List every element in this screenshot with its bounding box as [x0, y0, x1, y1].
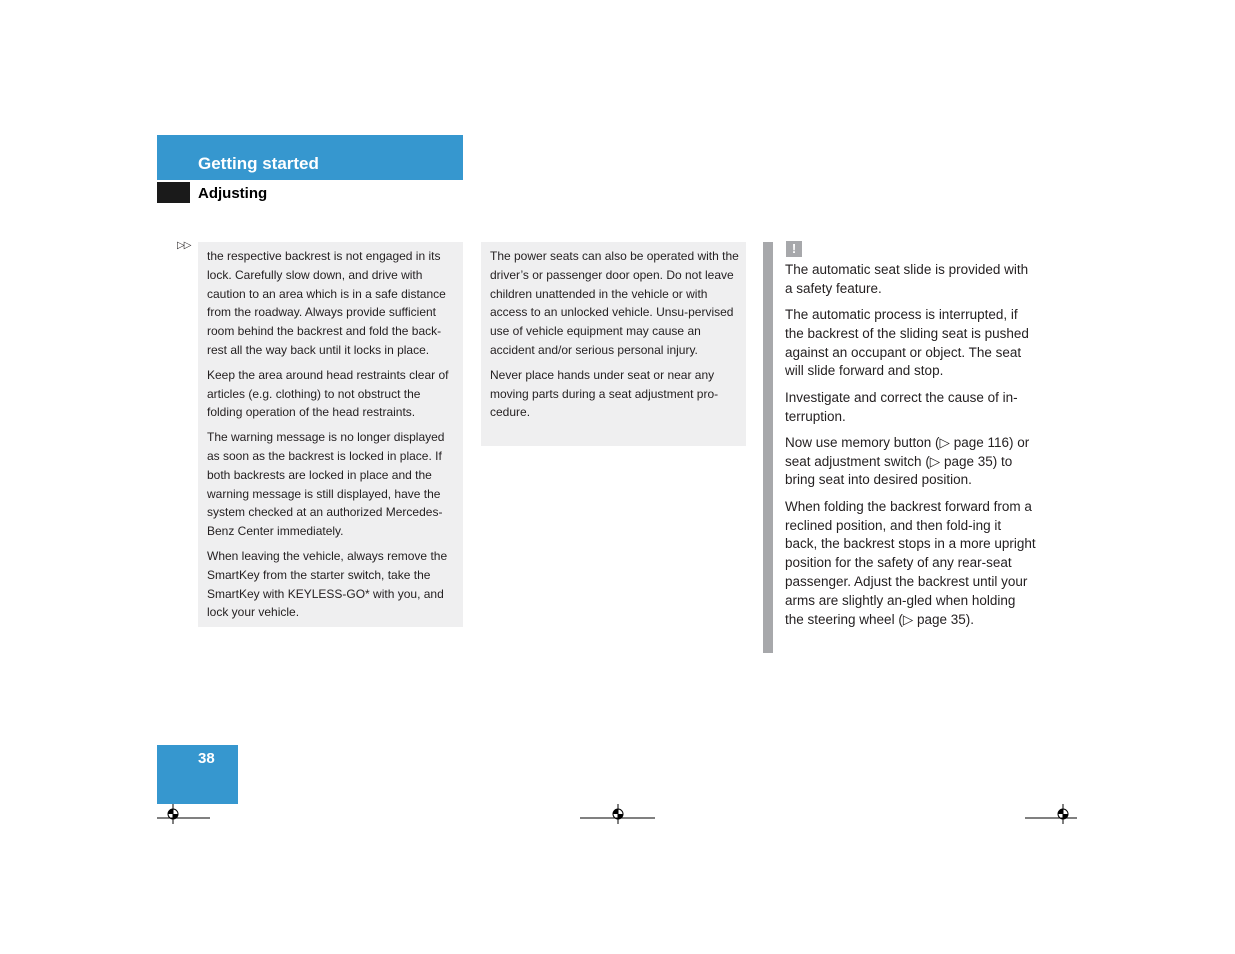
warning-paragraph: The power seats can also be operated with the driver’s or passenger door open. Do not leave children unattended in the vehicle or with access to an unlocked vehicle. Unsu-pervised use of vehicle equipment may cause an accident and/or serious personal injury. — [490, 249, 739, 357]
section-title: Getting started — [198, 154, 319, 173]
warning-paragraph: Never place hands under seat or near any moving parts during a seat adjustment pro-cedure. — [490, 367, 719, 420]
warning-box-2 — [481, 242, 746, 446]
crop-mark-icon — [578, 800, 658, 825]
warning-box-1 — [198, 242, 463, 627]
note-paragraph: The automatic process is interrupted, if the backrest of the sliding seat is pushed against an occupant or object. The seat will slide forward and stop. — [785, 307, 1029, 379]
crop-mark-icon — [1023, 800, 1079, 825]
note-paragraph: When folding the backrest forward from a reclined position, and then fold-ing it back, the backrest stops in a more upright position for the safety of any rear-seat passenger. Adjust the backrest until your arms are slightly an-gled when holding the steering wheel (▷ page 35). — [785, 498, 1036, 627]
page-number: 38 — [198, 750, 215, 767]
warning-paragraph: When leaving the vehicle, always remove the SmartKey from the starter switch, take the SmartKey with KEYLESS-GO* with you, and lock your vehicle. — [207, 548, 448, 620]
note-text — [785, 261, 1037, 637]
note-side-bar — [763, 242, 773, 653]
warning-paragraph: the respective backrest is not engaged in its lock. Carefully slow down, and drive with caution to an area which is in a safe distance from the roadway. Always provide sufficient room behind the backrest and fold the back-rest all the way back until it locks in place. — [207, 249, 446, 357]
subsection-title: Adjusting — [198, 185, 268, 202]
warning-paragraph: Keep the area around head restraints clear of articles (e.g. clothing) to not obstruct the folding operation of the head restraints. — [207, 367, 449, 420]
subsection-marker — [157, 182, 190, 203]
exclamation-icon: ! — [786, 241, 802, 257]
crop-mark-icon — [157, 800, 212, 825]
continued-arrows-icon: ▷▷ — [177, 240, 191, 251]
note-paragraph: Investigate and correct the cause of in-terruption. — [785, 389, 1018, 424]
note-paragraph: The automatic seat slide is provided with a safety feature. — [785, 262, 1029, 296]
warning-paragraph: The warning message is no longer displayed as soon as the backrest is locked in place. If both backrests are locked in place and the warning message is still displayed, have the system checked at an authorized Mercedes-Benz Center immediately. — [207, 430, 445, 539]
note-paragraph: Now use memory button (▷ page 116) or seat adjustment switch (▷ page 35) to bring seat into desired position. — [785, 434, 1030, 488]
